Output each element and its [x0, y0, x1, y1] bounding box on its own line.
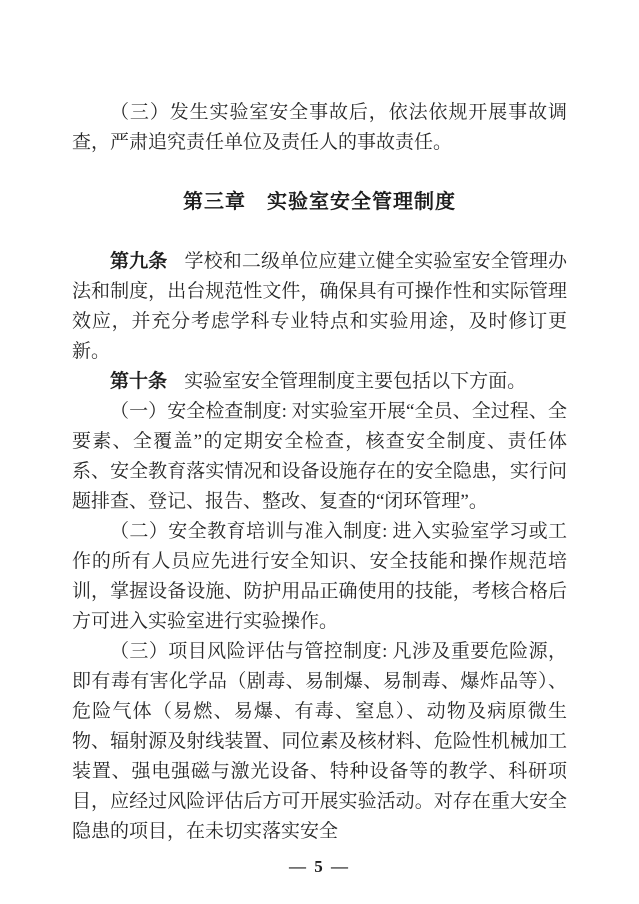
article-10: [72, 367, 567, 397]
article-9: [72, 247, 567, 367]
clause-2-safety-training-access: （二）安全教育培训与准入制度: 进入实验室学习或工作的所有人员应先进行安全知识、安全技能和操作规范培训，掌握设备设施、防护用品正确使用的技能，考核合格后方可进入实验室进行实验操作。: [72, 521, 567, 632]
article-10-text: 实验室安全管理制度主要包括以下方面。: [184, 371, 527, 392]
clause-1-safety-inspection: （一）安全检查制度: 对实验室开展“全员、全过程、全要素、全覆盖”的定期安全检查，核查安全制度、责任体系、安全教育落实情况和设备设施存在的安全隐患，实行问题排查、登记、报告、整改、复查的“闭环管理”。: [72, 401, 567, 512]
article-9-text: 学校和二级单位应建立健全实验室安全管理办法和制度，出台规范性文件，确保具有可操作性和实际管理效应，并充分考虑学科专业特点和实验用途，及时修订更新。: [72, 251, 567, 362]
clause-3-risk-assessment-control: （三）项目风险评估与管控制度: 凡涉及重要危险源，即有毒有害化学品（剧毒、易制爆、易制毒、爆炸品等）、危险气体（易燃、易爆、有毒、窒息）、动物及病原微生物、辐射源及射线装置、同位素及核材料、危险性机械加工装置、强电强磁与激光设备、特种设备等的教学、科研项目，应经过风险评估后方可开展实验活动。对存在重大安全隐患的项目，在未切实落实安全: [72, 641, 567, 842]
chapter-heading: 第三章 实验室安全管理制度: [183, 191, 456, 213]
paragraph-accident-investigation: （三）发生实验室安全事故后，依法依规开展事故调查，严肃追究责任单位及责任人的事故责任。: [72, 102, 567, 153]
article-9-label: 第九条: [110, 251, 168, 272]
page-number: — 5 —: [289, 857, 350, 876]
article-10-label: 第十条: [110, 371, 168, 392]
